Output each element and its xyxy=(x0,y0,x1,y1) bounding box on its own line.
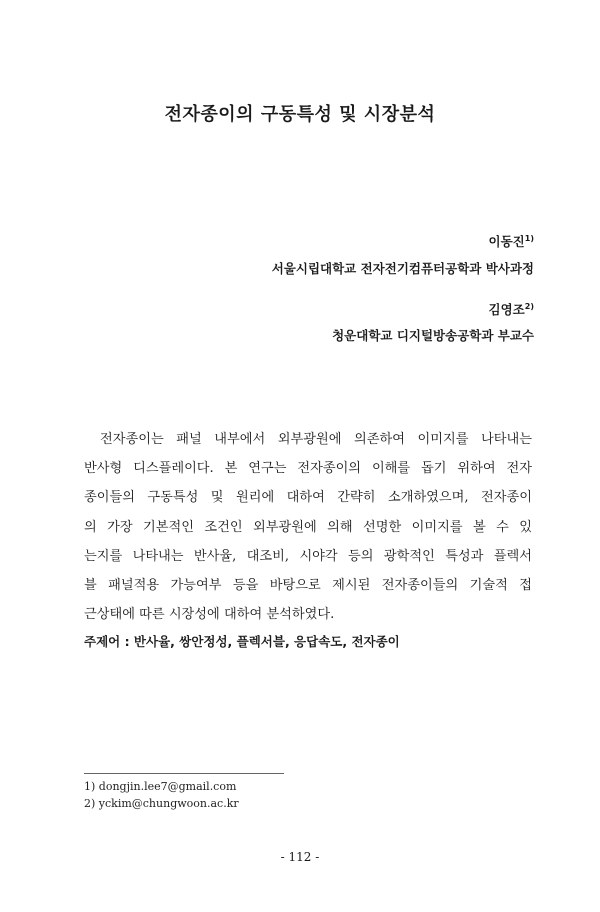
footnote-1: 1) dongjin.lee7@gmail.com xyxy=(84,780,237,793)
author-1-affiliation: 서울시립대학교 전자전기컴퓨터공학과 박사과정 xyxy=(271,261,534,276)
author-name xyxy=(489,300,534,318)
abstract-line: 종이들의 구동특성 및 원리에 대하여 간략히 소개하였으며, 전자종이 xyxy=(84,490,532,506)
abstract-line: 반사형 디스플레이다. 본 연구는 전자종이의 이해를 돕기 위하여 전자 xyxy=(84,461,532,477)
abstract-line: 는지를 나타내는 반사율, 대조비, 시야각 등의 광학적인 특성과 플렉서 xyxy=(84,548,532,564)
paper-title: 전자종이의 구동특성 및 시장분석 xyxy=(164,104,436,125)
author-2-affiliation: 청운대학교 디지털방송공학과 부교수 xyxy=(332,328,534,343)
keywords: 주제어 : 반사율, 쌍안정성, 플렉서블, 응답속도, 전자종이 xyxy=(84,634,400,649)
abstract xyxy=(84,425,532,629)
footnote-2: 2) yckim@chungwoon.ac.kr xyxy=(84,797,239,810)
abstract-line: 근상태에 따른 시장성에 대하여 분석하였다. xyxy=(84,607,335,623)
author-2-footnote-mark: 2) xyxy=(524,301,534,311)
abstract-line: 블 패널적용 가능여부 등을 바탕으로 제시된 전자종이들의 기술적 접 xyxy=(84,578,532,594)
abstract-line: 전자종이는 패널 내부에서 외부광원에 의존하여 이미지를 나타내는 xyxy=(100,432,532,447)
author-1-footnote-mark: 1) xyxy=(524,233,534,243)
author-name xyxy=(489,232,534,250)
author-2-name: 김영조 xyxy=(488,302,525,317)
author-1-name: 이동진 xyxy=(488,234,525,249)
page-number: - 112 - xyxy=(280,850,320,864)
footnote-divider xyxy=(84,773,284,774)
abstract-line: 의 가장 기본적인 조건인 외부광원에 의해 선명한 이미지를 볼 수 있 xyxy=(84,519,532,535)
